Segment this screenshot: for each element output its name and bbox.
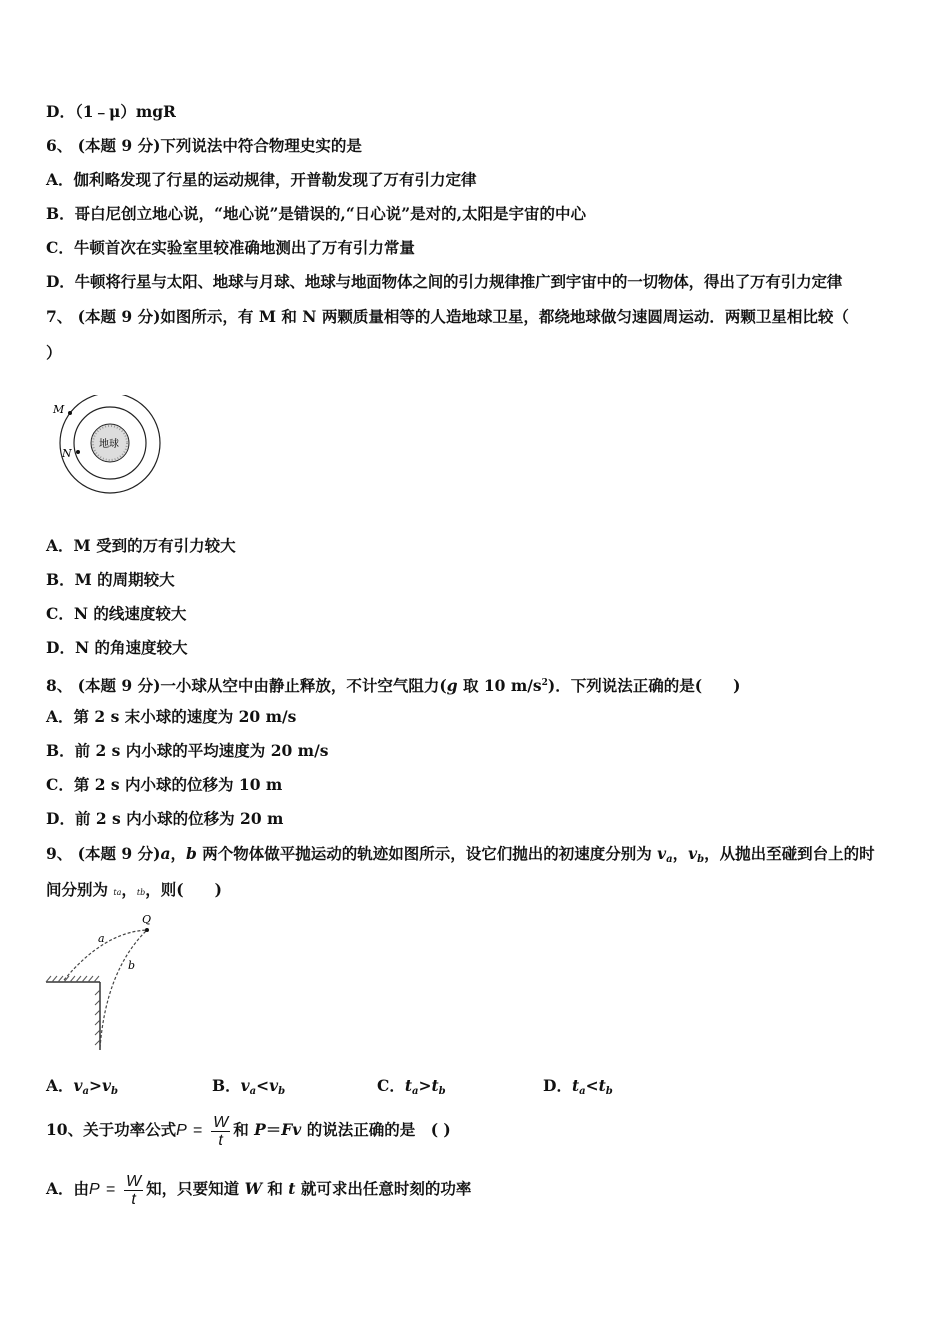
q9-option-a: A．$v_a>v_b$ xyxy=(46,1076,119,1097)
label-q: Q xyxy=(142,913,152,926)
q6-option-d: D．牛顿将行星与太阳、地球与月球、地球与地面物体之间的引力规律推广到宇宙中的一切物体，得出了万有引力定律 xyxy=(46,272,843,291)
q8-option-c: C．第 2 s 内小球的位移为 10 m xyxy=(46,775,283,794)
q8-stem: 8、 (本题 9 分)一小球从空中由静止释放，不计空气阻力(g 取 10 $m/s^2$)．下列说法正确的是( ) xyxy=(46,676,741,696)
q9-option-c: C．$t_a>t_b$ xyxy=(377,1076,446,1097)
q9-option-d: D．$t_a<t_b$ xyxy=(543,1076,613,1097)
label-b: b xyxy=(128,959,136,972)
label-n: N xyxy=(62,447,72,460)
q10-stem: 10、关于功率公式P = $\frac{W}{t}$ 和 P＝Fv 的说法正确的是 ( ) xyxy=(46,1113,451,1149)
q6-option-a: A．伽利略发现了行星的运动规律，开普勒发现了万有引力定律 xyxy=(46,170,477,189)
q7-option-b: B．M 的周期较大 xyxy=(46,570,175,589)
q9-stem-cont: 间分别为 ta，tb，则( ) xyxy=(46,880,222,899)
power-formula-fraction-2: $\frac{W}{t}$ xyxy=(126,1172,142,1208)
q10-option-a: A．由P = $\frac{W}{t}$ 知，只要知道 W 和 t 就可求出任意时刻的功率 xyxy=(46,1172,472,1208)
label-earth: 地球 xyxy=(99,439,119,450)
q6-option-b: B．哥白尼创立地心说，“地心说”是错误的,“日心说”是对的,太阳是宇宙的中心 xyxy=(46,204,587,223)
q7-orbit-figure xyxy=(48,395,168,500)
q9-trajectory-figure xyxy=(44,910,174,1055)
q7-option-d: D．N 的角速度较大 xyxy=(46,638,188,657)
q7-option-c: C．N 的线速度较大 xyxy=(46,604,187,623)
label-a: a xyxy=(98,932,105,945)
power-formula-fraction: $\frac{W}{t}$ xyxy=(213,1113,229,1149)
q7-option-a: A．M 受到的万有引力较大 xyxy=(46,536,236,555)
q5-option-d: D．（1﹣μ）mgR xyxy=(46,102,176,121)
label-m: M xyxy=(53,403,65,416)
q8-option-d: D．前 2 s 内小球的位移为 20 m xyxy=(46,809,284,828)
q9-stem: 9、 (本题 9 分)a，b 两个物体做平抛运动的轨迹如图所示，设它们抛出的初速度分别为 $v_a$，$v_b$，从抛出至碰到台上的时 xyxy=(46,844,875,865)
q9-option-b: B．$v_a<v_b$ xyxy=(212,1076,286,1097)
q7-stem-cont: ） xyxy=(46,343,62,362)
q8-option-a: A．第 2 s 末小球的速度为 20 m/s xyxy=(46,707,297,726)
q7-stem: 7、 (本题 9 分)如图所示，有 M 和 N 两颗质量相等的人造地球卫星，都绕地球做匀速圆周运动．两颗卫星相比较（ xyxy=(46,307,849,326)
q6-option-c: C．牛顿首次在实验室里较准确地测出了万有引力常量 xyxy=(46,238,415,257)
q8-option-b: B．前 2 s 内小球的平均速度为 20 m/s xyxy=(46,741,329,760)
q6-stem: 6、 (本题 9 分)下列说法中符合物理史实的是 xyxy=(46,136,362,155)
